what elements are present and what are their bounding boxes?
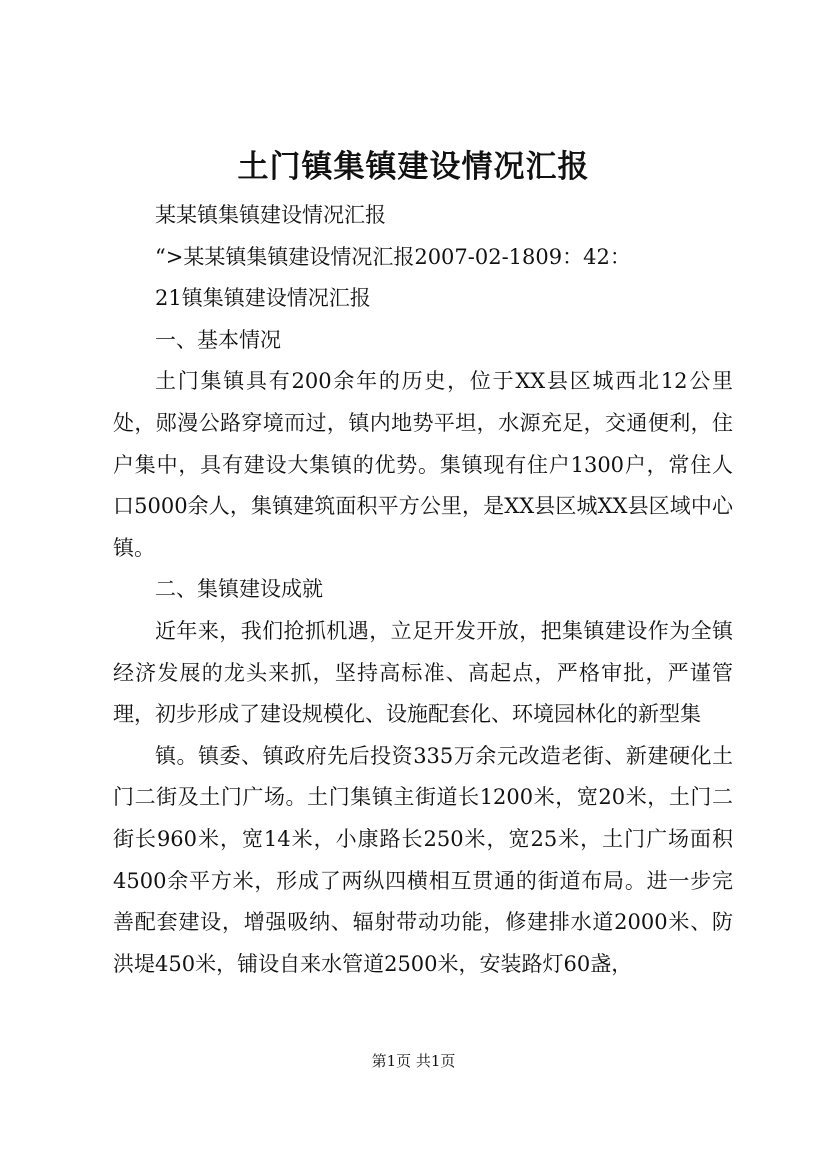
- paragraph: “>某某镇集镇建设情况汇报2007-02-1809：42：: [155, 244, 631, 269]
- paragraph: 镇。镇委、镇政府先后投资335万余元改造老街、新建硬化土门二街及土门广场。土门集镇主街道长1200米，宽20米，土门二街长960米，宽14米，小康路长250米，宽25米，土门广场面积4500余平方米，形成了两纵四横相互贯通的街道布局。进一步完善配套建设，增强吸纳、辐射带动功能，修建排水道2000米、防洪堤450米，铺设自来水管道2500米，安装路灯60盏，: [113, 743, 733, 976]
- paragraph: 21镇集镇建设情况汇报: [155, 286, 371, 311]
- paragraph: 近年来，我们抢抓机遇，立足开发开放，把集镇建设作为全镇经济发展的龙头来抓，坚持高标准、高起点，严格审批，严谨管理，初步形成了建设规模化、设施配套化、环境园林化的新型集: [113, 618, 733, 727]
- section-heading: 二、集镇建设成就: [155, 577, 323, 602]
- section-heading: 一、基本情况: [155, 327, 281, 352]
- document-title: 土门镇集镇建设情况汇报: [237, 149, 590, 185]
- page-footer: 第1页 共1页: [371, 1052, 456, 1070]
- document-body: [113, 195, 733, 985]
- paragraph: 土门集镇具有200余年的历史，位于XX县区城西北12公里处，郧漫公路穿境而过，镇内地势平坦，水源充足，交通便利，住户集中，具有建设大集镇的优势。集镇现有住户1300户，常住人口5000余人，集镇建筑面积平方公里，是XX县区城XX县区域中心镇。: [113, 369, 733, 560]
- paragraph: 某某镇集镇建设情况汇报: [155, 203, 386, 227]
